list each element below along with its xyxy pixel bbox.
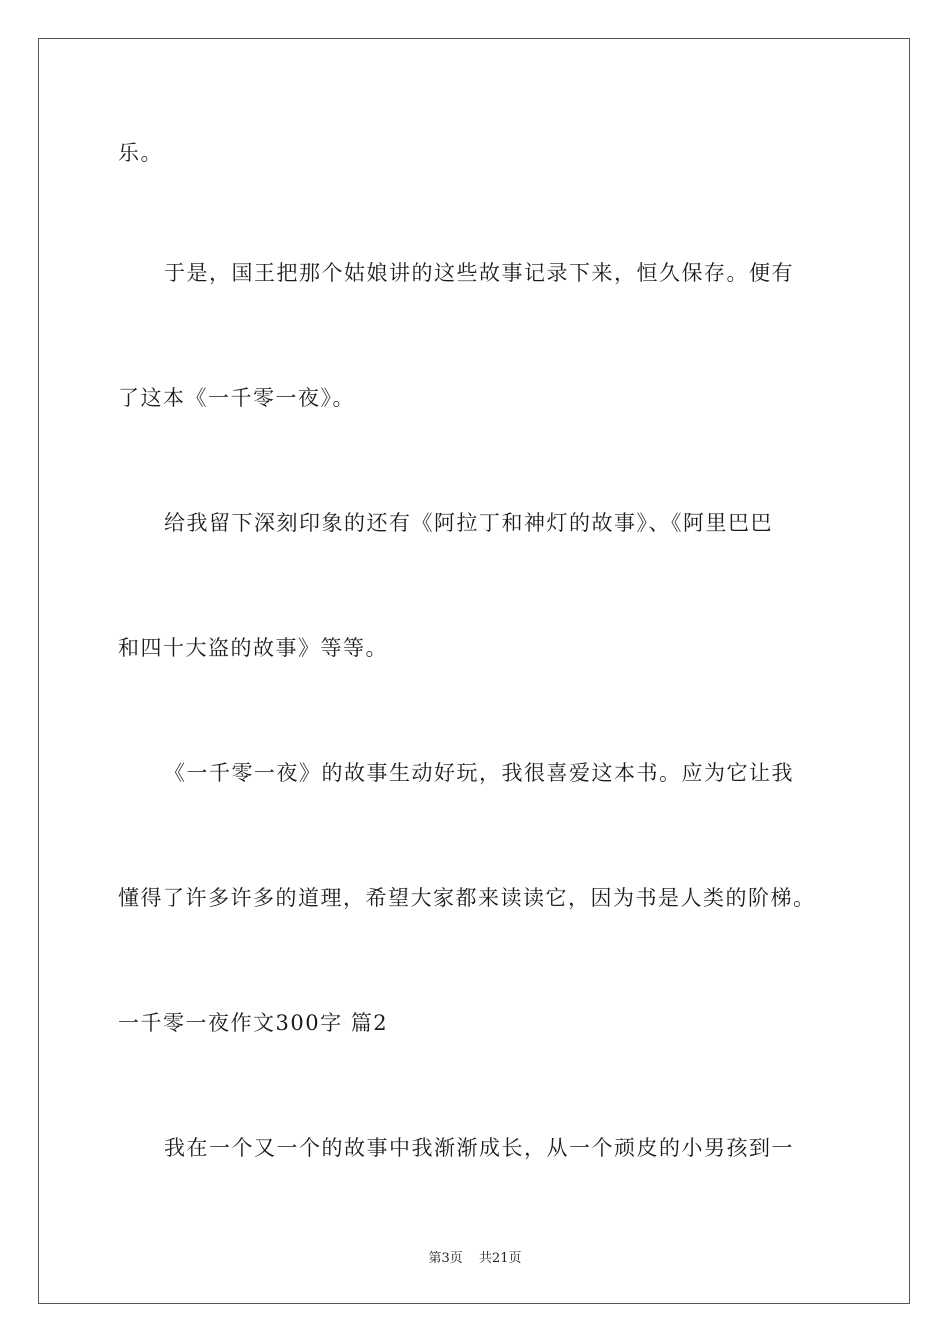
paragraph-line: 《一千零一夜》的故事生动好玩，我很喜爱这本书。应为它让我 bbox=[164, 761, 794, 785]
paragraph-line: 乐。 bbox=[118, 141, 163, 165]
paragraph-line: 给我留下深刻印象的还有《阿拉丁和神灯的故事》、《阿里巴巴 bbox=[164, 511, 773, 535]
paragraph-line: 和四十大盗的故事》等等。 bbox=[118, 636, 388, 660]
page-frame bbox=[38, 38, 910, 1304]
page-footer bbox=[0, 1247, 950, 1266]
paragraph-line: 我在一个又一个的故事中我渐渐成长，从一个顽皮的小男孩到一 bbox=[164, 1136, 794, 1160]
page-total: 共21页 bbox=[478, 1251, 522, 1266]
paragraph-line: 了这本《一千零一夜》。 bbox=[118, 386, 355, 410]
paragraph-line: 于是，国王把那个姑娘讲的这些故事记录下来，恒久保存。便有 bbox=[164, 261, 794, 285]
section-heading: 一千零一夜作文300字 篇2 bbox=[118, 1011, 389, 1035]
paragraph-line: 懂得了许多许多的道理，希望大家都来读读它，因为书是人类的阶梯。 bbox=[118, 886, 816, 910]
page-number: 第3页 bbox=[428, 1251, 463, 1266]
